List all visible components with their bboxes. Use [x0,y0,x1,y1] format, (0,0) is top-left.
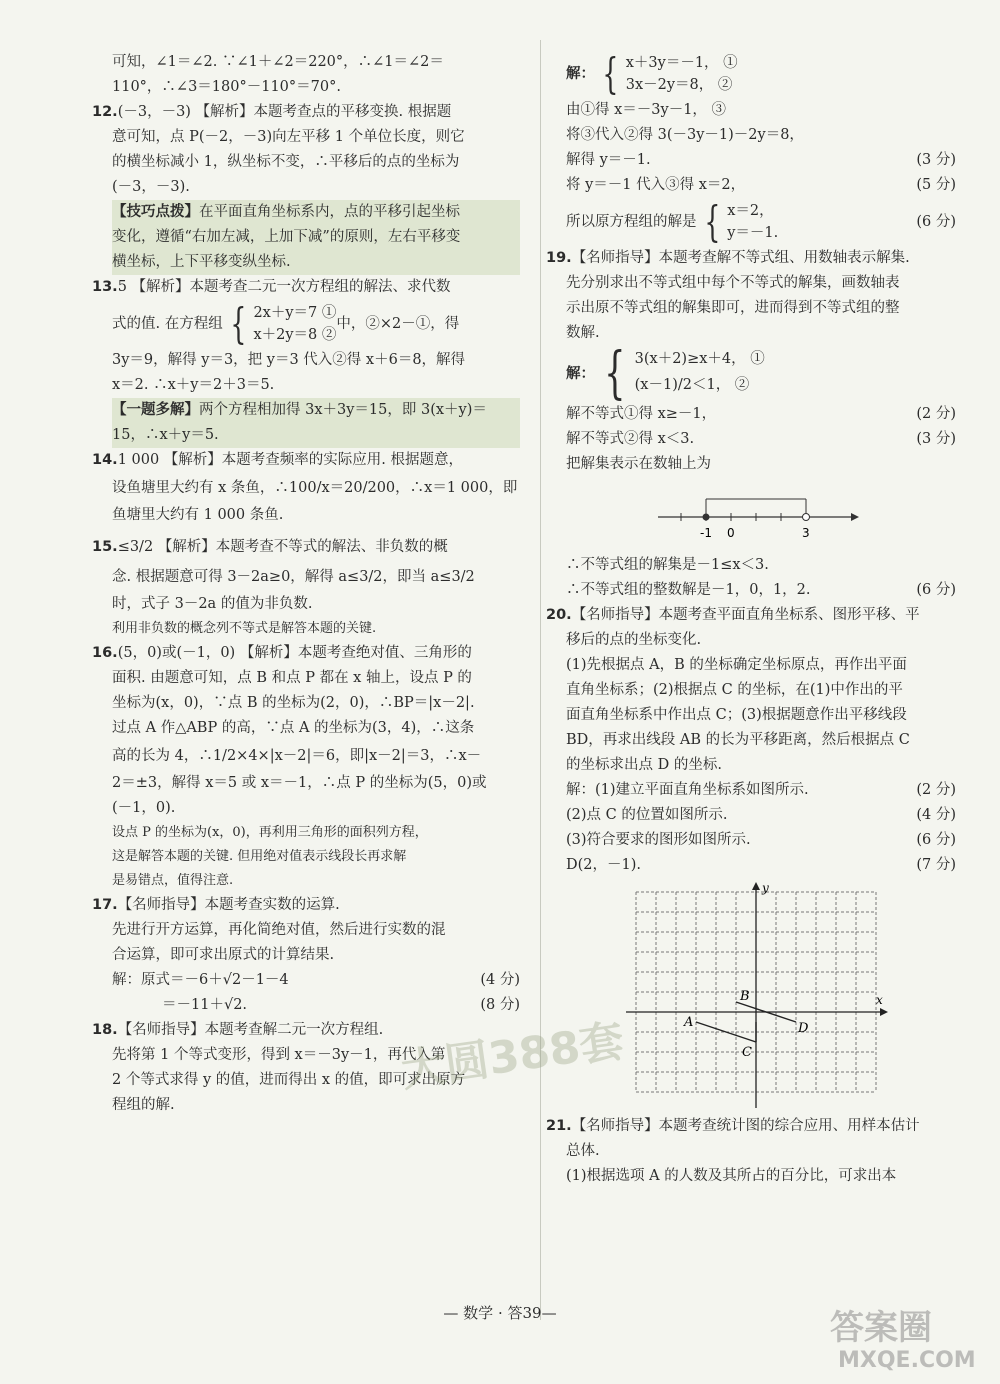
solution-label: 解： [566,65,595,82]
note-line: 设点 P 的坐标为(x，0)，再利用三角形的面积列方程， [112,825,428,840]
note-line: 是易错点，值得注意. [112,873,234,888]
point-a-label: A [684,1015,694,1030]
text-line: ＝－11＋√2. [162,997,248,1013]
question-number: 21. [546,1118,572,1134]
equation: x＋2y＝8 ② [253,327,337,343]
text-line: 示出原不等式组的解集即可，进而得到不等式组的整 [566,300,900,316]
question-20 [546,603,956,1112]
coordinate-grid [626,882,896,1108]
question-number: 14. [92,452,118,468]
score: (5 分) [916,177,956,193]
text-line: 在平面直角坐标系内，点的平移引起坐标 [199,204,460,220]
text-line: 先进行开方运算，再化简绝对值，然后进行实数的混 [112,922,446,938]
equation-system [566,49,956,98]
text-line: (1)先根据点 A，B 的坐标确定坐标原点，再作出平面 [566,657,907,673]
question-15 [92,532,520,641]
note-line: 利用非负数的概念列不等式是解答本题的关键. [112,621,377,636]
note-line: 这是解答本题的关键. 但用绝对值表示线段长再求解 [112,849,407,864]
text-line: (－1，0). [112,800,176,816]
text-line: 解：原式＝－6＋√2－1－4 [112,972,289,988]
solution-label: 解： [566,365,595,382]
text-line: (3)符合要求的图形如图所示. [566,832,751,848]
score: (6 分) [916,832,956,848]
equation-system [112,299,520,348]
equation: x＝2， [727,203,774,219]
question-number: 13. [92,279,118,295]
column-divider [540,40,541,1320]
brace: { [230,299,247,348]
text-line: 念. 根据题意可得 3－2a≥0，解得 a≤3/2，即当 a≤3/2 [112,569,475,585]
text-line: (－3，－3). [112,179,190,195]
text-line: 坐标为(x，0)，∵点 B 的坐标为(2，0)，∴BP＝|x－2|. [112,695,475,711]
text-line: 把解集表示在数轴上为 [566,456,711,472]
brace: { [604,341,626,406]
text-line: 先分别求出不等式组中每个不等式的解集，画数轴表 [566,275,900,291]
y-label: y [762,882,769,895]
text-line: 面直角坐标系中作出点 C；(3)根据题意作出平移线段 [566,707,907,723]
text-line: 解不等式②得 x＜3. [566,431,695,447]
open-dot [803,514,810,521]
text-line: 程组的解. [112,1097,175,1113]
text-line: 解不等式①得 x≥－1， [566,406,717,422]
question-17 [92,893,520,1018]
text-line: 所以原方程组的解是 [566,213,697,230]
text-line: 横坐标，上下平移变纵坐标. [112,254,291,270]
text-line: 【名师指导】本题考查平面直角坐标系、图形平移、平 [571,607,920,623]
text-line: 合运算，即可求出原式的计算结果. [112,947,335,963]
question-number: 17. [92,897,118,913]
tick-label: 0 [727,526,735,540]
point-d-label: D [798,1021,809,1036]
x-label: x [876,993,883,1007]
text-line: 数解. [566,325,600,341]
text-line: 鱼塘里大约有 1 000 条鱼. [112,507,284,523]
text-line: 先将第 1 个等式变形，得到 x＝－3y－1，再代入第 [112,1047,446,1063]
score: (6 分) [916,214,956,230]
text-line: 意可知，点 P(－2，－3)向左平移 1 个单位长度，则它 [112,129,465,145]
text-line: x＝2. ∴x＋y＝2＋3＝5. [112,377,275,393]
text-line: (2)点 C 的位置如图所示. [566,807,728,823]
score: (2 分) [916,782,956,798]
question-number: 19. [546,250,572,266]
text-line: ≤3/2 【解析】本题考查不等式的解法、非负数的概 [117,539,448,555]
score: (3 分) [916,431,956,447]
tick-label: -1 [700,526,712,540]
coordinate-grid-figure [626,882,956,1112]
text-line: 变化，遵循“右加左减，上加下减”的原则，左右平移变 [112,229,461,245]
text-line: ∴不等式组的整数解是－1，0，1，2. [566,582,811,598]
arrow-head [851,513,859,521]
score: (4 分) [916,807,956,823]
text-line: 1 000 【解析】本题考查频率的实际应用. 根据题意， [117,452,464,468]
right-column [546,49,956,1189]
text-line: 移后的点的坐标变化. [566,632,702,648]
brace: { [703,197,720,246]
page-footer: — 数学 · 答39— [443,1304,557,1322]
answer-system [566,197,956,246]
text-line: 总体. [566,1143,600,1159]
text-line: 直角坐标系；(2)根据点 C 的坐标，在(1)中作出的平 [566,682,903,698]
watermark-url: MXQE.COM [838,1348,976,1373]
brace: { [602,49,619,98]
text-line: 5 【解析】本题考查二元一次方程组的解法、求代数 [117,279,451,295]
watermark-stamp: 答案圈 [830,1308,932,1348]
tick-label: 3 [802,526,810,540]
text-line: 时，式子 3－2a 的值为非负数. [112,596,313,612]
text-line: D(2，－1). [566,857,641,873]
text-line: 【名师指导】本题考查解二元一次方程组. [117,1022,384,1038]
score: (6 分) [916,582,956,598]
x-axis-arrow [880,1008,888,1016]
inequality: 3(x＋2)≥x＋4， ① [634,351,765,367]
equation: y＝－1. [727,225,779,241]
text-line: 解得 y＝－1. [566,152,651,168]
text-line: 由①得 x＝－3y－1， ③ [566,102,727,118]
score: (7 分) [916,857,956,873]
text-line: 过点 A 作△ABP 的高，∵点 A 的坐标为(3，4)，∴这条 [112,720,475,736]
score: (2 分) [916,406,956,422]
text-line: (－3，－3) 【解析】本题考查点的平移变换. 根据题 [117,104,452,120]
text-line: 【名师指导】本题考查统计图的综合应用、用样本估计 [571,1118,920,1134]
text-line: BD，再求出线段 AB 的长为平移距离，然后根据点 C [566,732,910,748]
equation: x＋3y＝－1， ① [625,55,738,71]
point-c-label: C [742,1045,752,1060]
question-number: 12. [92,104,118,120]
question-number: 18. [92,1022,118,1038]
question-12 [92,100,520,275]
text-line: 式的值. 在方程组 [112,315,223,332]
question-number: 20. [546,607,572,623]
text-line: 3y＝9，解得 y＝3，把 y＝3 代入②得 x＋6＝8，解得 [112,352,466,368]
number-line-figure [656,477,956,553]
equation: 3x－2y＝8， ② [625,77,733,93]
tip-tag: 【技巧点拨】 [112,204,199,220]
text-line: 两个方程相加得 3x＋3y＝15，即 3(x＋y)＝ [199,402,487,418]
question-19 [546,246,956,603]
score: (8 分) [480,997,520,1013]
watermark-logo: 大圆388套 [398,1015,627,1098]
point-b-label: B [740,989,750,1004]
text-line: 高的长为 4，∴1/2×4×|x－2|＝6，即|x－2|＝3，∴x－ [112,748,482,764]
score: (3 分) [916,152,956,168]
question-13 [92,275,520,448]
equation: 2x＋y＝7 ① [253,305,337,321]
text-line: (1)根据选项 A 的人数及其所占的百分比，可求出本 [566,1168,897,1184]
number-line [656,477,866,547]
question-number: 15. [92,539,118,555]
text-line: 15，∴x＋y＝5. [112,427,219,443]
question-16 [92,641,520,893]
text-line: 【名师指导】本题考查解不等式组、用数轴表示解集. [571,250,910,266]
text-line: 设鱼塘里大约有 x 条鱼，∴100/x＝20/200，∴x＝1 000，即 [112,480,518,496]
question-14 [92,448,520,528]
text-line: 中，②×2－①，得 [336,315,460,332]
text-line: 2 个等式求得 y 的值，进而得出 x 的值，即可求出原方 [112,1072,466,1088]
y-axis-arrow [752,882,760,890]
question-number: 16. [92,645,118,661]
text-line: 将 y＝－1 代入③得 x＝2， [566,177,746,193]
tip-box [112,200,520,275]
text-line: (5，0)或(－1，0) 【解析】本题考查绝对值、三角形的 [117,645,472,661]
text-line: 110°，∴∠3＝180°－110°＝70°. [112,79,341,95]
text-line: 【名师指导】本题考查实数的运算. [117,897,340,913]
text-line: 将③代入②得 3(－3y－1)－2y＝8， [566,127,804,143]
text-line: 的坐标求出点 D 的坐标. [566,757,722,773]
text-line: 2＝±3，解得 x＝5 或 x＝－1，∴点 P 的坐标为(5，0)或 [112,775,487,791]
text-line: ∴不等式组的解集是－1≤x＜3. [566,557,769,573]
text-line: 解：(1)建立平面直角坐标系如图所示. [566,782,809,798]
text-line: 面积. 由题意可知，点 B 和点 P 都在 x 轴上，设点 P 的 [112,670,472,686]
inequality: (x－1)/2＜1， ② [634,377,750,393]
tip-box [112,398,520,448]
question-21 [546,1114,956,1189]
score: (4 分) [480,972,520,988]
closed-dot [703,514,710,521]
text-line: 可知，∠1＝∠2. ∵∠1＋∠2＝220°，∴∠1＝∠2＝ [112,54,444,70]
tip-tag: 【一题多解】 [112,402,199,418]
left-column [92,50,520,1118]
inequality-system [566,341,956,406]
text-line: 的横坐标减小 1，纵坐标不变，∴平移后的点的坐标为 [112,154,460,170]
